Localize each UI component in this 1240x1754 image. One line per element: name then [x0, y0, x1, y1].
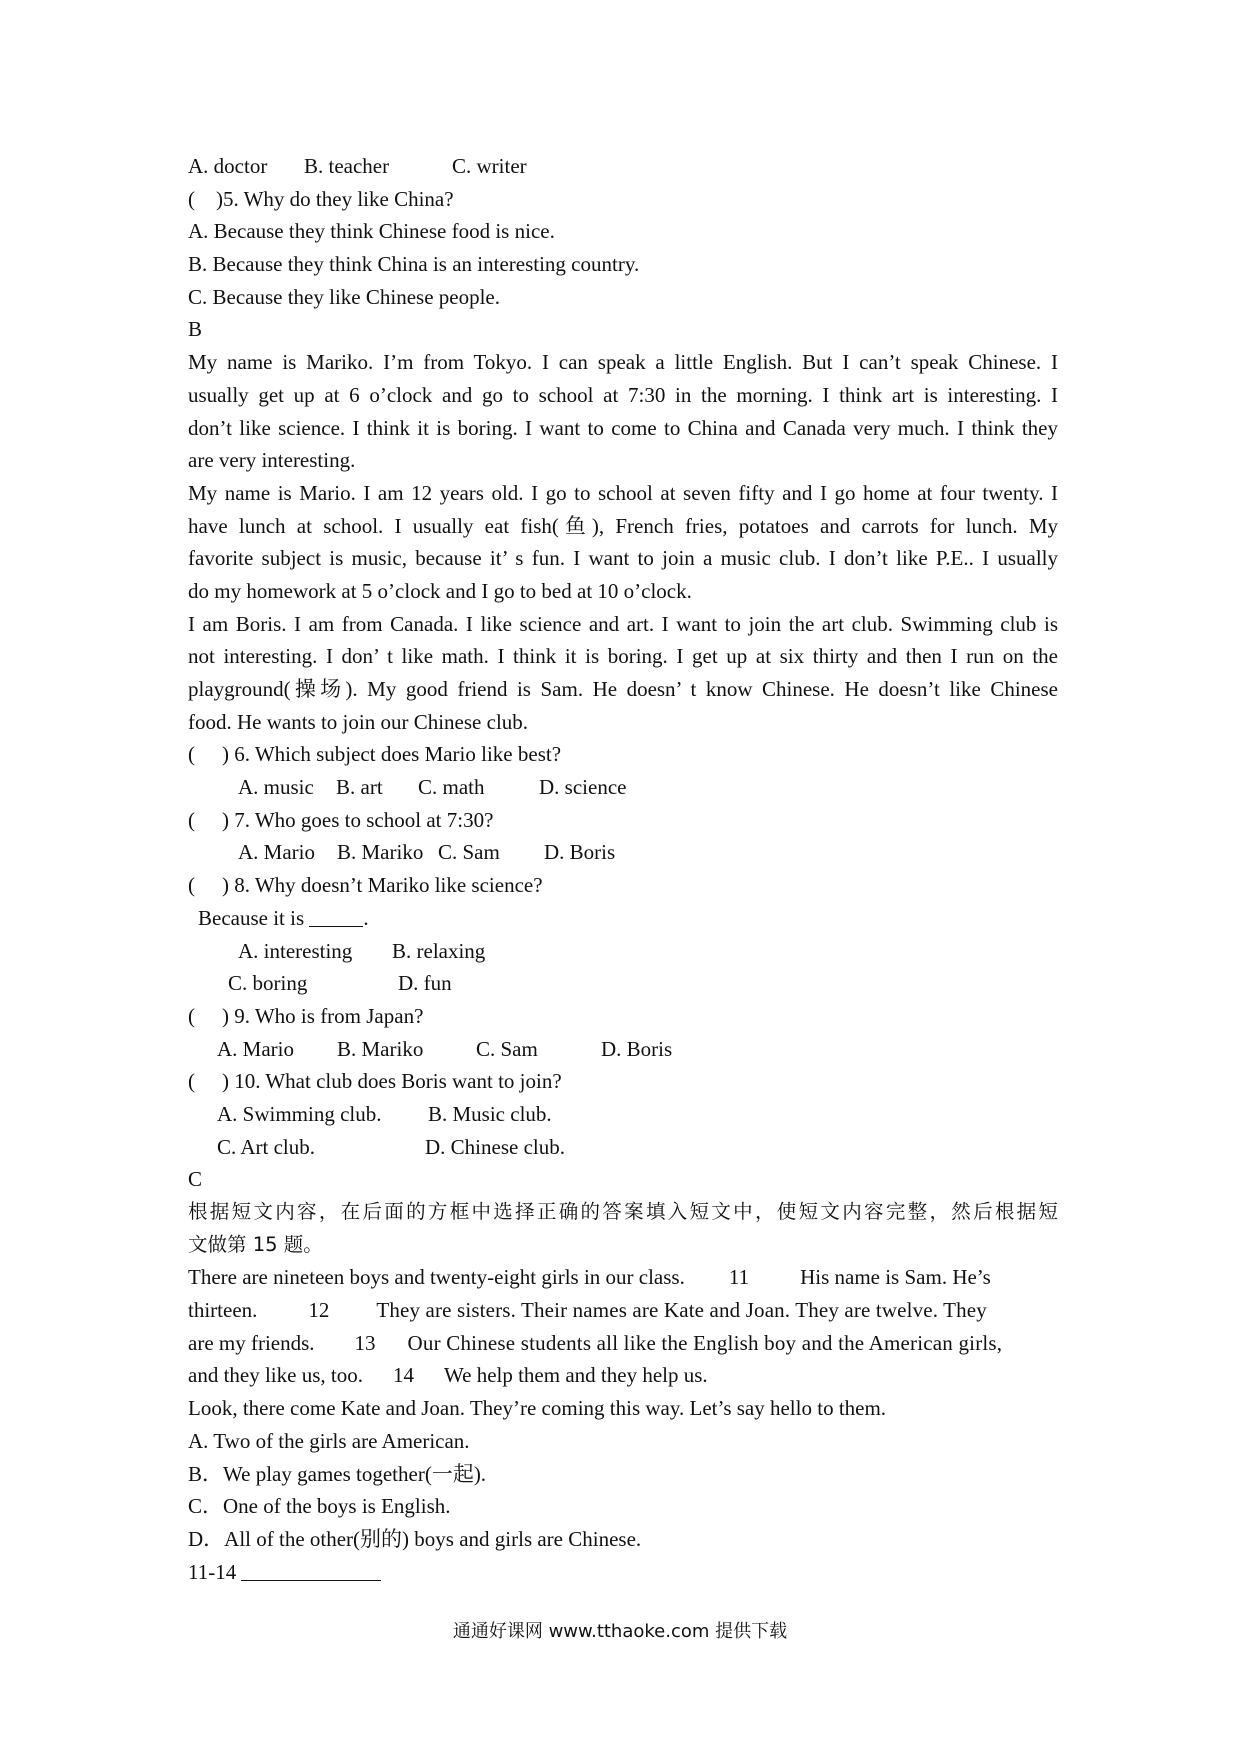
passage-b-line: are very interesting.	[188, 448, 356, 473]
q8-option-b: B. relaxing	[392, 938, 486, 963]
q6-option-a: A. music	[238, 775, 314, 800]
choice-c: C．One of the boys is English.	[188, 1494, 451, 1519]
q4-option-c: C. writer	[452, 154, 527, 178]
passage-b-line: I am Boris. I am from Canada. I like science and art. I want to join the art club. Swimming club is	[188, 611, 1058, 636]
q10-option-c: C. Art club.	[217, 1134, 315, 1159]
passage-b-line: do my homework at 5 o’clock and I go to bed at 10 o’clock.	[188, 578, 692, 603]
passage-b-line: usually get up at 6 o’clock and go to school at 7:30 in the morning. I think art is interesting. I	[188, 382, 1058, 407]
passage-c-text: are my friends.	[188, 1330, 315, 1355]
q5-option-a: A. Because they think Chinese food is nice.	[188, 219, 555, 244]
answer-paren: (	[188, 1003, 195, 1028]
q10-options-row-1	[188, 1098, 1058, 1131]
q7-option-d: D. Boris	[544, 840, 616, 865]
section-c-instructions: 文做第 15 题。	[188, 1232, 323, 1256]
passage-b-line: My name is Mariko. I’m from Tokyo. I can speak a little English. But I can’t speak Chinese. I	[188, 350, 1058, 375]
q6-text: ) 6. Which subject does Mario like best?	[222, 742, 562, 767]
section-b-heading: B	[188, 317, 203, 342]
blank-number: 13	[354, 1330, 376, 1355]
passage-b-line: not interesting. I don’ t like math. I think it is boring. I get up at six thirty and then I run on the	[188, 644, 1058, 669]
q7-option-b: B. Mariko	[337, 840, 424, 865]
section-c-instructions: 根据短文内容，在后面的方框中选择正确的答案填入短文中，使短文内容完整，然后根据短	[188, 1200, 1058, 1223]
section-c-heading: C	[188, 1167, 203, 1192]
blank-number: 11	[728, 1265, 750, 1290]
q4-option-a: A. doctor	[188, 154, 268, 178]
q8-stem	[188, 902, 1058, 935]
worksheet-content	[188, 150, 1058, 1588]
q8-options-row-1	[188, 935, 1058, 968]
q9-option-a: A. Mario	[217, 1036, 294, 1061]
q5-option-b: B. Because they think China is an interesting country.	[188, 252, 640, 277]
q5-option-c: C. Because they like Chinese people.	[188, 284, 500, 309]
q9-text: ) 9. Who is from Japan?	[222, 1003, 424, 1028]
passage-b-line: My name is Mario. I am 12 years old. I go to school at seven fifty and I go home at four twenty. I	[188, 480, 1058, 505]
q10-options-row-2	[188, 1131, 1058, 1164]
q10-option-a: A. Swimming club.	[217, 1101, 382, 1126]
q7-option-c: C. Sam	[438, 840, 500, 865]
q6-option-c: C. math	[418, 775, 485, 800]
q7-question	[188, 804, 1058, 837]
passage-c-text: thirteen.	[188, 1298, 258, 1323]
q9-options	[188, 1033, 1058, 1066]
q8-stem-end: .	[363, 905, 369, 930]
q8-question	[188, 869, 1058, 902]
q6-question	[188, 738, 1058, 771]
passage-c-line	[188, 1261, 1058, 1294]
passage-c-closing: Look, there come Kate and Joan. They’re coming this way. Let’s say hello to them.	[188, 1396, 887, 1421]
answer-paren: (	[188, 807, 195, 832]
q8-text: ) 8. Why doesn’t Mariko like science?	[222, 873, 543, 898]
q9-option-c: C. Sam	[476, 1036, 538, 1061]
q5-question	[188, 183, 1058, 216]
passage-c-text: They are sisters. Their names are Kate and Joan. They are twelve. They	[376, 1298, 987, 1323]
footer-source: 通通好课网 www.tthaoke.com 提供下载	[452, 1621, 788, 1642]
choice-a: A. Two of the girls are American.	[188, 1428, 470, 1453]
passage-c-line	[188, 1327, 1058, 1360]
q8-option-d: D. fun	[398, 971, 452, 996]
passage-c-text: There are nineteen boys and twenty-eight girls in our class.	[188, 1265, 685, 1290]
passage-c-line	[188, 1294, 1058, 1327]
choice-b: B．We play games together(一起).	[188, 1461, 487, 1486]
passage-b-line: favorite subject is music, because it’ s fun. I want to join a music club. I don’t like P.E.. I usually	[188, 546, 1058, 571]
q10-option-d: D. Chinese club.	[425, 1134, 565, 1159]
passage-b-line: have lunch at school. I usually eat fish(鱼), French fries, potatoes and carrots for lunch. My	[188, 513, 1058, 538]
q9-question	[188, 1000, 1058, 1033]
passage-c-line	[188, 1359, 1058, 1392]
q4-option-b: B. teacher	[304, 154, 390, 178]
passage-c-text: and they like us, too.	[188, 1363, 363, 1388]
passage-c-text: We help them and they help us.	[443, 1363, 708, 1388]
q8-option-c: C. boring	[228, 971, 308, 996]
answer-paren: (	[188, 742, 195, 767]
answer-paren: (	[188, 1069, 195, 1094]
q6-options	[188, 771, 1058, 804]
passage-c-text: Our Chinese students all like the English boy and the American girls,	[407, 1330, 1003, 1355]
q8-option-a: A. interesting	[238, 938, 353, 963]
q5-text: )5. Why do they like China?	[216, 186, 454, 211]
q6-option-d: D. science	[539, 775, 627, 800]
choice-d: D．All of the other(别的) boys and girls are Chinese.	[188, 1526, 642, 1551]
answer-paren: (	[188, 186, 195, 211]
q7-options	[188, 836, 1058, 869]
answer-blank	[241, 1560, 381, 1581]
q10-option-b: B. Music club.	[428, 1101, 552, 1126]
blank-number: 12	[308, 1298, 330, 1323]
passage-c-text: His name is Sam. He’s	[800, 1265, 991, 1290]
q9-option-d: D. Boris	[601, 1036, 673, 1061]
q10-question	[188, 1065, 1058, 1098]
passage-b-line: don’t like science. I think it is boring. I want to come to China and Canada very much. I think they	[188, 415, 1058, 440]
q8-options-row-2	[188, 967, 1058, 1000]
answer-blank	[309, 906, 363, 927]
passage-b-line: playground(操场). My good friend is Sam. He doesn’ t know Chinese. He doesn’t like Chinese	[188, 677, 1058, 701]
blank-number: 14	[392, 1363, 414, 1388]
q9-option-b: B. Mariko	[337, 1036, 424, 1061]
q7-option-a: A. Mario	[238, 840, 315, 865]
q8-stem-text: Because it is	[198, 905, 305, 930]
q7-text: ) 7. Who goes to school at 7:30?	[222, 807, 494, 832]
answer-line	[188, 1556, 1058, 1589]
passage-b-line: food. He wants to join our Chinese club.	[188, 709, 529, 734]
answer-paren: (	[188, 873, 195, 898]
answer-label: 11-14	[188, 1559, 237, 1584]
q6-option-b: B. art	[336, 775, 383, 800]
q4-options	[188, 150, 1058, 183]
q10-text: ) 10. What club does Boris want to join?	[222, 1069, 562, 1094]
